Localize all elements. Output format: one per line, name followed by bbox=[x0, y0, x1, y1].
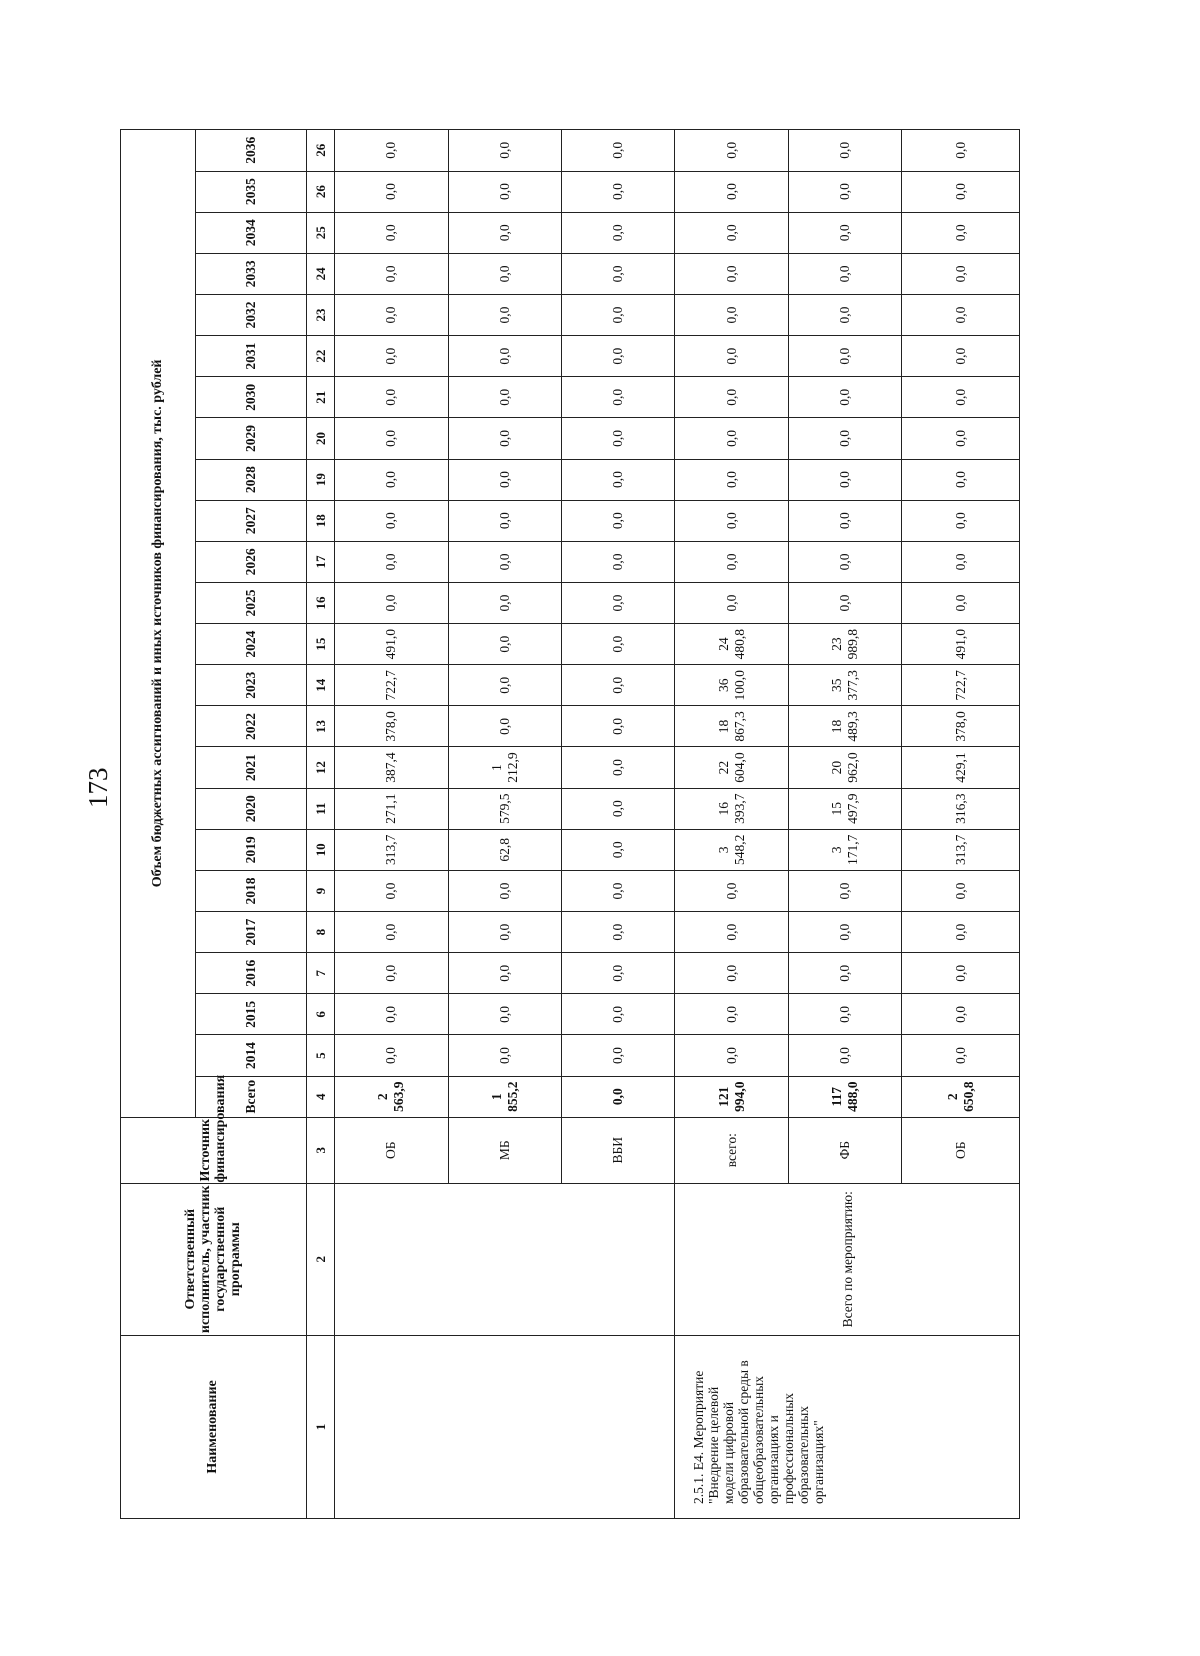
value-cell: 18 867,3 bbox=[675, 706, 788, 747]
value-cell: 0,0 bbox=[675, 377, 788, 418]
value-cell: 0,0 bbox=[448, 377, 561, 418]
value-cell: 0,0 bbox=[335, 953, 448, 994]
value-cell: 0,0 bbox=[335, 336, 448, 377]
value-cell: 491,0 bbox=[902, 624, 1020, 665]
responsible-cell bbox=[335, 1183, 675, 1335]
header-year-2023: 2023 bbox=[195, 665, 306, 706]
total-cell: 2 650,8 bbox=[902, 1076, 1020, 1117]
value-cell: 0,0 bbox=[562, 829, 675, 870]
value-cell: 0,0 bbox=[562, 1035, 675, 1076]
header-year-2028: 2028 bbox=[195, 459, 306, 500]
column-number: 26 bbox=[306, 171, 334, 212]
column-number: 11 bbox=[306, 788, 334, 829]
value-cell: 0,0 bbox=[335, 870, 448, 911]
value-cell: 378,0 bbox=[335, 706, 448, 747]
column-number: 16 bbox=[306, 582, 334, 623]
header-year-2035: 2035 bbox=[195, 171, 306, 212]
value-cell: 16 393,7 bbox=[675, 788, 788, 829]
column-number: 10 bbox=[306, 829, 334, 870]
value-cell: 18 489,3 bbox=[788, 706, 901, 747]
value-cell: 0,0 bbox=[902, 294, 1020, 335]
total-cell: 1 855,2 bbox=[448, 1076, 561, 1117]
header-year-2031: 2031 bbox=[195, 336, 306, 377]
value-cell: 15 497,9 bbox=[788, 788, 901, 829]
value-cell: 0,0 bbox=[902, 171, 1020, 212]
value-cell: 0,0 bbox=[448, 624, 561, 665]
value-cell: 0,0 bbox=[562, 336, 675, 377]
value-cell: 722,7 bbox=[902, 665, 1020, 706]
header-total: Всего bbox=[195, 1076, 306, 1117]
column-number: 14 bbox=[306, 665, 334, 706]
value-cell: 62,8 bbox=[448, 829, 561, 870]
value-cell: 0,0 bbox=[788, 212, 901, 253]
column-number: 7 bbox=[306, 953, 334, 994]
value-cell: 0,0 bbox=[335, 418, 448, 459]
value-cell: 0,0 bbox=[562, 294, 675, 335]
value-cell: 0,0 bbox=[788, 377, 901, 418]
source-cell: ОБ bbox=[335, 1117, 448, 1183]
header-year-2036: 2036 bbox=[195, 130, 306, 172]
value-cell: 0,0 bbox=[562, 665, 675, 706]
financing-table bbox=[120, 129, 1020, 1519]
value-cell: 0,0 bbox=[902, 953, 1020, 994]
value-cell: 36 100,0 bbox=[675, 665, 788, 706]
value-cell: 491,0 bbox=[335, 624, 448, 665]
header-year-2022: 2022 bbox=[195, 706, 306, 747]
header-row-1 bbox=[121, 130, 196, 1519]
header-source: Источник финансирования bbox=[121, 1117, 307, 1183]
column-number: 22 bbox=[306, 336, 334, 377]
value-cell: 0,0 bbox=[335, 1035, 448, 1076]
value-cell: 0,0 bbox=[562, 747, 675, 788]
column-number: 3 bbox=[306, 1117, 334, 1183]
value-cell: 313,7 bbox=[902, 829, 1020, 870]
header-responsible: Ответственный исполнитель, участник государственной программы bbox=[121, 1183, 307, 1335]
value-cell: 0,0 bbox=[562, 253, 675, 294]
value-cell: 0,0 bbox=[562, 130, 675, 172]
header-year-2027: 2027 bbox=[195, 500, 306, 541]
value-cell: 0,0 bbox=[335, 994, 448, 1035]
header-year-2019: 2019 bbox=[195, 829, 306, 870]
value-cell: 0,0 bbox=[788, 418, 901, 459]
value-cell: 0,0 bbox=[448, 706, 561, 747]
value-cell: 316,3 bbox=[902, 788, 1020, 829]
value-cell: 0,0 bbox=[562, 212, 675, 253]
value-cell: 24 480,8 bbox=[675, 624, 788, 665]
column-number: 23 bbox=[306, 294, 334, 335]
total-cell: 121 994,0 bbox=[675, 1076, 788, 1117]
source-cell: всего: bbox=[675, 1117, 788, 1183]
value-cell: 3 171,7 bbox=[788, 829, 901, 870]
value-cell: 0,0 bbox=[788, 582, 901, 623]
value-cell: 0,0 bbox=[788, 912, 901, 953]
value-cell: 0,0 bbox=[335, 253, 448, 294]
value-cell: 0,0 bbox=[448, 1035, 561, 1076]
value-cell: 0,0 bbox=[448, 541, 561, 582]
header-name: Наименование bbox=[121, 1335, 307, 1518]
value-cell: 0,0 bbox=[902, 870, 1020, 911]
header-volume: Объем бюджетных ассигнований и иных источников финансирования, тыс. рублей bbox=[121, 130, 196, 1118]
value-cell: 0,0 bbox=[562, 706, 675, 747]
value-cell: 0,0 bbox=[675, 294, 788, 335]
value-cell: 0,0 bbox=[562, 953, 675, 994]
value-cell: 3 548,2 bbox=[675, 829, 788, 870]
page-number: 173 bbox=[83, 767, 113, 808]
table-row bbox=[335, 130, 448, 1519]
value-cell: 0,0 bbox=[448, 336, 561, 377]
column-number: 6 bbox=[306, 994, 334, 1035]
value-cell: 0,0 bbox=[448, 665, 561, 706]
value-cell: 0,0 bbox=[788, 294, 901, 335]
value-cell: 579,5 bbox=[448, 788, 561, 829]
column-number: 20 bbox=[306, 418, 334, 459]
value-cell: 0,0 bbox=[788, 953, 901, 994]
value-cell: 0,0 bbox=[902, 418, 1020, 459]
header-year-2015: 2015 bbox=[195, 994, 306, 1035]
value-cell: 0,0 bbox=[335, 541, 448, 582]
value-cell: 0,0 bbox=[788, 336, 901, 377]
value-cell: 20 962,0 bbox=[788, 747, 901, 788]
header-year-2020: 2020 bbox=[195, 788, 306, 829]
column-number: 2 bbox=[306, 1183, 334, 1335]
value-cell: 313,7 bbox=[335, 829, 448, 870]
value-cell: 0,0 bbox=[562, 418, 675, 459]
value-cell: 0,0 bbox=[788, 870, 901, 911]
value-cell: 0,0 bbox=[675, 1035, 788, 1076]
value-cell: 0,0 bbox=[675, 171, 788, 212]
column-number: 26 bbox=[306, 130, 334, 172]
value-cell: 0,0 bbox=[335, 377, 448, 418]
value-cell: 0,0 bbox=[675, 994, 788, 1035]
value-cell: 0,0 bbox=[675, 418, 788, 459]
value-cell: 0,0 bbox=[562, 870, 675, 911]
value-cell: 0,0 bbox=[335, 294, 448, 335]
header-year-2033: 2033 bbox=[195, 253, 306, 294]
value-cell: 0,0 bbox=[675, 953, 788, 994]
column-number: 5 bbox=[306, 1035, 334, 1076]
value-cell: 0,0 bbox=[675, 870, 788, 911]
source-cell: ВБИ bbox=[562, 1117, 675, 1183]
column-number: 9 bbox=[306, 870, 334, 911]
value-cell: 0,0 bbox=[788, 1035, 901, 1076]
value-cell: 0,0 bbox=[562, 912, 675, 953]
value-cell: 378,0 bbox=[902, 706, 1020, 747]
table-row bbox=[675, 130, 788, 1519]
value-cell: 0,0 bbox=[675, 336, 788, 377]
value-cell: 0,0 bbox=[788, 994, 901, 1035]
value-cell: 0,0 bbox=[902, 212, 1020, 253]
header-year-2032: 2032 bbox=[195, 294, 306, 335]
value-cell: 0,0 bbox=[562, 500, 675, 541]
value-cell: 0,0 bbox=[788, 130, 901, 172]
total-cell: 0,0 bbox=[562, 1076, 675, 1117]
header-year-2017: 2017 bbox=[195, 912, 306, 953]
value-cell: 0,0 bbox=[675, 253, 788, 294]
value-cell: 0,0 bbox=[448, 171, 561, 212]
value-cell: 0,0 bbox=[448, 459, 561, 500]
value-cell: 0,0 bbox=[675, 459, 788, 500]
value-cell: 23 989,8 bbox=[788, 624, 901, 665]
value-cell: 387,4 bbox=[335, 747, 448, 788]
column-number-row bbox=[306, 130, 334, 1519]
value-cell: 0,0 bbox=[335, 500, 448, 541]
total-cell: 117 488,0 bbox=[788, 1076, 901, 1117]
value-cell: 1 212,9 bbox=[448, 747, 561, 788]
header-year-2024: 2024 bbox=[195, 624, 306, 665]
value-cell: 0,0 bbox=[788, 500, 901, 541]
value-cell: 0,0 bbox=[675, 500, 788, 541]
name-cell: 2.5.1. Е4. Мероприятие "Внедрение целевой модели цифровой образовательной среды в общеобразовательных организациях и профессиональных образовательных организациях" bbox=[675, 1335, 1020, 1518]
column-number: 12 bbox=[306, 747, 334, 788]
column-number: 13 bbox=[306, 706, 334, 747]
rotated-table-wrapper bbox=[120, 129, 1020, 1519]
value-cell: 0,0 bbox=[902, 912, 1020, 953]
value-cell: 0,0 bbox=[788, 459, 901, 500]
header-year-2021: 2021 bbox=[195, 747, 306, 788]
value-cell: 0,0 bbox=[562, 459, 675, 500]
header-year-2034: 2034 bbox=[195, 212, 306, 253]
value-cell: 0,0 bbox=[902, 541, 1020, 582]
value-cell: 0,0 bbox=[562, 788, 675, 829]
header-year-2025: 2025 bbox=[195, 582, 306, 623]
value-cell: 0,0 bbox=[675, 912, 788, 953]
value-cell: 0,0 bbox=[562, 624, 675, 665]
value-cell: 22 604,0 bbox=[675, 747, 788, 788]
value-cell: 0,0 bbox=[675, 130, 788, 172]
column-number: 21 bbox=[306, 377, 334, 418]
value-cell: 0,0 bbox=[448, 994, 561, 1035]
value-cell: 0,0 bbox=[335, 912, 448, 953]
value-cell: 0,0 bbox=[562, 582, 675, 623]
column-number: 15 bbox=[306, 624, 334, 665]
header-year-2018: 2018 bbox=[195, 870, 306, 911]
value-cell: 0,0 bbox=[448, 212, 561, 253]
value-cell: 0,0 bbox=[448, 253, 561, 294]
column-number: 4 bbox=[306, 1076, 334, 1117]
value-cell: 0,0 bbox=[448, 870, 561, 911]
value-cell: 0,0 bbox=[788, 171, 901, 212]
value-cell: 35 377,3 bbox=[788, 665, 901, 706]
value-cell: 429,1 bbox=[902, 747, 1020, 788]
name-cell bbox=[335, 1335, 675, 1518]
value-cell: 0,0 bbox=[335, 459, 448, 500]
value-cell: 0,0 bbox=[675, 212, 788, 253]
value-cell: 0,0 bbox=[902, 582, 1020, 623]
value-cell: 0,0 bbox=[448, 294, 561, 335]
value-cell: 0,0 bbox=[562, 377, 675, 418]
column-number: 18 bbox=[306, 500, 334, 541]
value-cell: 0,0 bbox=[675, 541, 788, 582]
value-cell: 0,0 bbox=[448, 912, 561, 953]
source-cell: ФБ bbox=[788, 1117, 901, 1183]
value-cell: 271,1 bbox=[335, 788, 448, 829]
value-cell: 0,0 bbox=[448, 953, 561, 994]
header-year-2029: 2029 bbox=[195, 418, 306, 459]
header-year-2030: 2030 bbox=[195, 377, 306, 418]
value-cell: 0,0 bbox=[448, 130, 561, 172]
value-cell: 0,0 bbox=[335, 171, 448, 212]
value-cell: 0,0 bbox=[562, 994, 675, 1035]
header-year-2016: 2016 bbox=[195, 953, 306, 994]
value-cell: 0,0 bbox=[562, 541, 675, 582]
value-cell: 0,0 bbox=[675, 582, 788, 623]
value-cell: 0,0 bbox=[335, 582, 448, 623]
value-cell: 0,0 bbox=[335, 130, 448, 172]
value-cell: 0,0 bbox=[902, 1035, 1020, 1076]
total-cell: 2 563,9 bbox=[335, 1076, 448, 1117]
value-cell: 0,0 bbox=[902, 336, 1020, 377]
value-cell: 0,0 bbox=[788, 253, 901, 294]
value-cell: 0,0 bbox=[448, 418, 561, 459]
source-cell: ОБ bbox=[902, 1117, 1020, 1183]
value-cell: 0,0 bbox=[902, 130, 1020, 172]
value-cell: 0,0 bbox=[562, 171, 675, 212]
source-cell: МБ bbox=[448, 1117, 561, 1183]
value-cell: 722,7 bbox=[335, 665, 448, 706]
value-cell: 0,0 bbox=[902, 994, 1020, 1035]
value-cell: 0,0 bbox=[448, 500, 561, 541]
column-number: 1 bbox=[306, 1335, 334, 1518]
responsible-cell: Всего по мероприятию: bbox=[675, 1183, 1020, 1335]
value-cell: 0,0 bbox=[788, 541, 901, 582]
value-cell: 0,0 bbox=[902, 500, 1020, 541]
value-cell: 0,0 bbox=[448, 582, 561, 623]
column-number: 24 bbox=[306, 253, 334, 294]
value-cell: 0,0 bbox=[902, 459, 1020, 500]
column-number: 8 bbox=[306, 912, 334, 953]
value-cell: 0,0 bbox=[902, 377, 1020, 418]
header-year-2026: 2026 bbox=[195, 541, 306, 582]
header-year-2014: 2014 bbox=[195, 1035, 306, 1076]
column-number: 19 bbox=[306, 459, 334, 500]
value-cell: 0,0 bbox=[902, 253, 1020, 294]
column-number: 17 bbox=[306, 541, 334, 582]
value-cell: 0,0 bbox=[335, 212, 448, 253]
column-number: 25 bbox=[306, 212, 334, 253]
